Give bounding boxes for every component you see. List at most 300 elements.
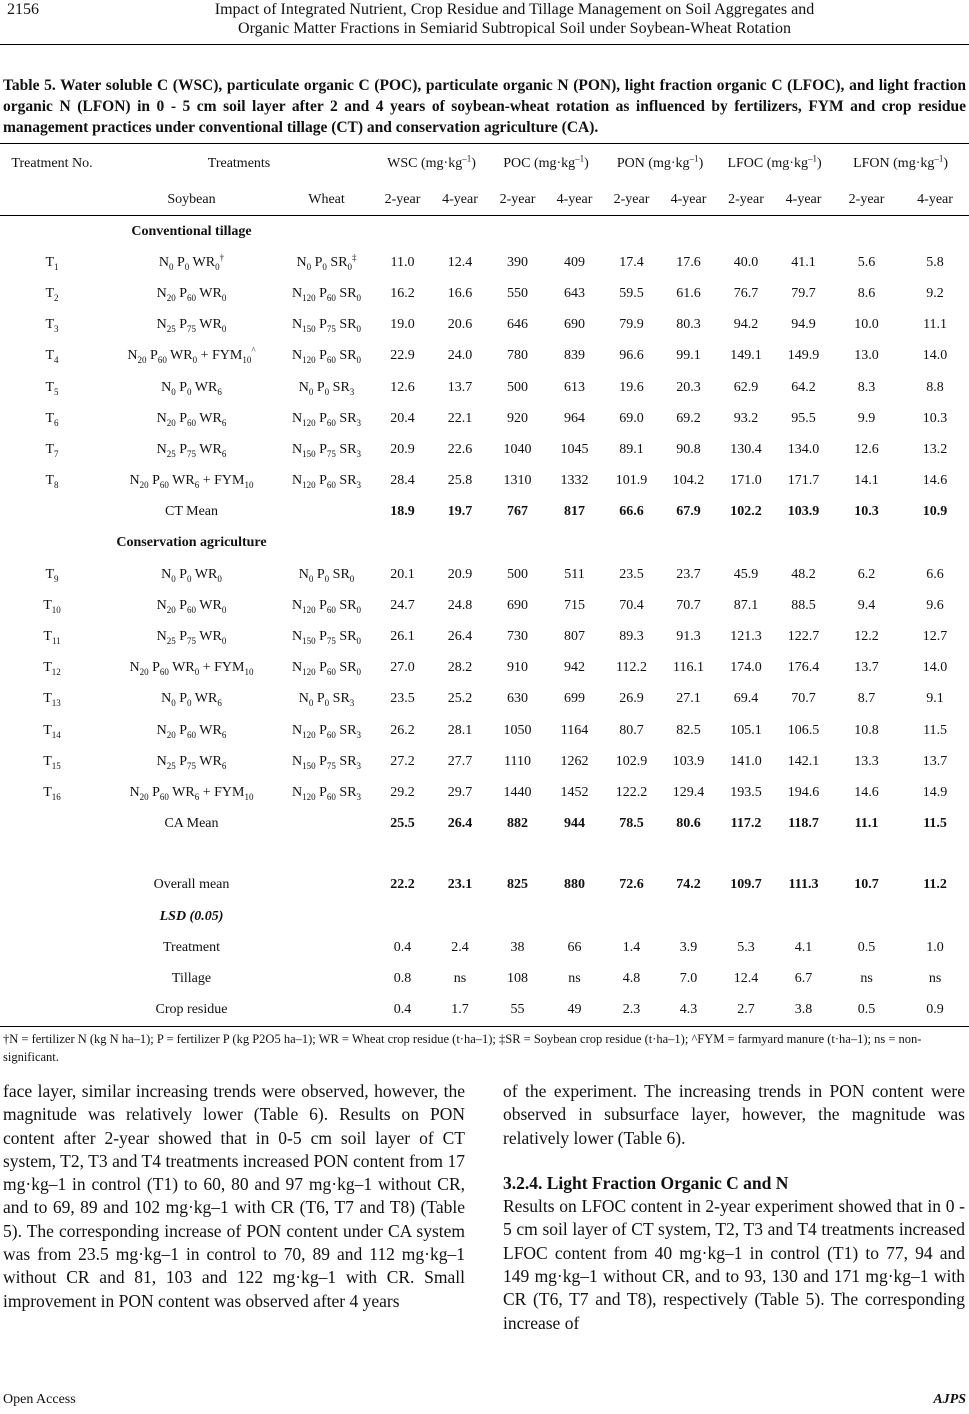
blank-cell: [489, 901, 546, 932]
wheat-treatment: $N_{120}$ $P_{60}$ $SR_3$: [291, 473, 362, 490]
value-cell: 10.8: [854, 722, 879, 738]
treatment-no: $T_{16}$: [43, 784, 61, 802]
value-cell: 118.7: [788, 816, 819, 832]
col-header-year: 2-year: [832, 184, 901, 216]
value-cell: 1.0: [926, 939, 944, 955]
value-cell: 142.1: [787, 753, 820, 769]
value-cell: 94.2: [733, 317, 759, 333]
value-cell: 89.3: [619, 629, 644, 645]
value-cell: 11.2: [923, 877, 947, 893]
value-cell: 28.2: [447, 660, 473, 676]
value-cell: 20.1: [390, 566, 415, 582]
blank-cell: [279, 528, 374, 559]
table-row: [0, 403, 969, 434]
value-cell: 70.7: [676, 597, 701, 613]
running-title-line-2: Organic Matter Fractions in Semiarid Subtropical Soil under Soybean-Wheat Rotation: [238, 20, 791, 37]
section-row-ct: [0, 216, 969, 248]
value-cell: 5.6: [857, 254, 876, 270]
treatment-no: $T_4$: [45, 348, 59, 366]
blank-cell: [0, 963, 104, 994]
blank-cell: [431, 901, 489, 932]
wheat-treatment: $N_{120}$ $P_{60}$ $SR_0$: [291, 348, 362, 366]
wheat-treatment: $N_{120}$ $P_{60}$ $SR_0$: [291, 285, 362, 303]
value-cell: 767: [507, 504, 529, 520]
value-cell: 944: [564, 816, 586, 832]
value-cell: 13.7: [922, 753, 948, 769]
value-cell: 6.7: [794, 970, 813, 986]
value-cell: 1332: [560, 473, 589, 489]
value-cell: 4.1: [794, 939, 813, 955]
value-cell: 0.5: [857, 939, 876, 955]
wheat-treatment: $N_{150}$ $P_{75}$ $SR_3$: [291, 753, 362, 771]
value-cell: ns: [860, 970, 873, 986]
value-cell: 839: [564, 348, 586, 364]
col-header-year: 4-year: [901, 184, 969, 216]
value-cell: 95.5: [791, 410, 816, 426]
value-cell: 13.3: [854, 753, 879, 769]
blank-cell: [279, 932, 374, 963]
blank-cell: [603, 901, 660, 932]
table-row: [0, 684, 969, 715]
value-cell: 780: [507, 348, 529, 364]
value-cell: 20.3: [676, 379, 701, 395]
value-cell: 22.6: [447, 441, 473, 457]
value-cell: 149.1: [730, 348, 762, 364]
soybean-treatment: $N_0$ $P_0$ $WR_0^\dagger$: [158, 252, 225, 272]
value-cell: 14.6: [854, 784, 879, 800]
blank-cell: [0, 216, 104, 248]
table-row: [0, 653, 969, 684]
value-cell: 80.3: [676, 317, 701, 333]
value-cell: 87.1: [733, 597, 759, 613]
value-cell: 61.6: [676, 285, 701, 301]
blank-cell: [603, 216, 660, 248]
col-header-year: 2-year: [374, 184, 431, 216]
value-cell: 409: [564, 254, 586, 270]
value-cell: 17.6: [676, 254, 701, 270]
value-cell: 26.4: [447, 816, 473, 832]
value-cell: 29.7: [447, 784, 473, 800]
wheat-treatment: $N_{120}$ $P_{60}$ $SR_3$: [291, 410, 362, 428]
value-cell: 22.1: [447, 410, 473, 426]
value-cell: 2.3: [603, 995, 660, 1027]
value-cell: 121.3: [730, 629, 762, 645]
value-cell: 79.9: [619, 317, 644, 333]
value-cell: 24.8: [447, 597, 473, 613]
table-footnote: †N = fertilizer N (kg N ha–1); P = fertilizer P (kg P2O5 ha–1); WR = Wheat crop residue (t·ha–1); ‡SR = Soybean crop residue (t·ha–1); ^FYM = farmyard manure (t·ha–1); ns = non-significant.: [3, 1032, 922, 1064]
header-rule: [0, 44, 969, 45]
value-cell: 817: [564, 504, 586, 520]
value-cell: 6.6: [926, 566, 944, 582]
value-cell: 9.9: [857, 410, 876, 426]
value-cell: 5.3: [737, 939, 755, 955]
value-cell: 41.1: [791, 254, 816, 270]
value-cell: 69.4: [733, 691, 759, 707]
page-number: 2156: [7, 1, 39, 18]
treatment-no: $T_{10}$: [43, 597, 61, 615]
col-header-year: 2-year: [603, 184, 660, 216]
value-cell: 26.9: [619, 691, 644, 707]
value-cell: 70.4: [619, 597, 644, 613]
treatment-no: $T_8$: [45, 473, 59, 490]
value-cell: 9.1: [926, 691, 944, 707]
value-cell: 14.6: [922, 473, 948, 489]
value-cell: 1045: [560, 441, 589, 457]
treatment-no: $T_{11}$: [43, 629, 61, 646]
col-header-wsc: WSC $(mg\cdot kg^{-1})$: [374, 144, 489, 185]
wheat-treatment: $N_{150}$ $P_{75}$ $SR_3$: [291, 441, 362, 459]
col-header-treatment-no: Treatment No.: [0, 144, 104, 185]
value-cell: 1.7: [431, 995, 489, 1027]
section-label: Conventional tillage: [131, 223, 252, 239]
blank-cell: [0, 901, 104, 932]
value-cell: 19.7: [447, 504, 473, 520]
value-cell: 27.7: [447, 753, 473, 769]
value-cell: 69.0: [619, 410, 644, 426]
soybean-treatment: $N_{25}$ $P_{75}$ $WR_0$: [156, 629, 227, 646]
value-cell: 1164: [560, 722, 589, 738]
col-header-year: 4-year: [660, 184, 717, 216]
table-row: [0, 559, 969, 590]
value-cell: 7.0: [679, 970, 698, 986]
blank-cell: [775, 528, 832, 559]
ct-mean-row: [0, 497, 969, 528]
value-cell: 13.7: [854, 660, 879, 676]
wheat-treatment: $N_0$ $P_0$ $SR_0^\ddagger$: [296, 252, 357, 272]
value-cell: 26.4: [447, 629, 473, 645]
value-cell: 27.1: [676, 691, 701, 707]
value-cell: 26.2: [390, 722, 415, 738]
value-cell: 511: [564, 566, 585, 582]
blank-cell: [546, 528, 603, 559]
blank-cell: [717, 216, 775, 248]
value-cell: 25.2: [447, 691, 473, 707]
blank-cell: [0, 840, 969, 870]
col-header-year: 2-year: [717, 184, 775, 216]
value-cell: 174.0: [730, 660, 762, 676]
value-cell: 14.0: [922, 348, 948, 364]
value-cell: 0.4: [393, 939, 412, 955]
value-cell: 920: [507, 410, 529, 426]
blank-cell: [775, 216, 832, 248]
soybean-treatment: $N_{20}$ $P_{60}$ $WR_6$: [156, 410, 227, 428]
value-cell: 59.5: [619, 285, 644, 301]
blank-cell: [660, 901, 717, 932]
value-cell: 116.1: [673, 660, 705, 676]
value-cell: 643: [564, 285, 586, 301]
value-cell: 11.1: [923, 317, 948, 333]
value-cell: 194.6: [787, 784, 820, 800]
value-cell: 24.0: [447, 348, 473, 364]
col-header-pon: PON $(mg\cdot kg^{-1})$: [603, 144, 717, 185]
soybean-treatment: $N_{20}$ $P_{60}$ $WR_0 + FYM_{10}^{\^{}}$: [127, 345, 256, 366]
blank-cell: [279, 216, 374, 248]
table-caption: Table 5. Water soluble C (WSC), particulate organic C (POC), particulate organic N (PON), light fraction organic C (LFOC), and light fraction organic N (LFON) in 0 - 5 cm soil layer after 2 and 4 years of soybean-wheat rotation as influenced by fertilizers, FYM and crop residue management practices under conventional tillage (CT) and conservation agriculture (CA).: [3, 77, 966, 136]
wheat-treatment: $N_{120}$ $P_{60}$ $SR_3$: [291, 784, 362, 802]
value-cell: 630: [507, 691, 529, 707]
value-cell: 82.5: [676, 722, 701, 738]
value-cell: 699: [564, 691, 586, 707]
value-cell: 0.5: [832, 995, 901, 1027]
value-cell: 70.7: [791, 691, 816, 707]
value-cell: 11.1: [854, 816, 879, 832]
value-cell: 910: [507, 660, 529, 676]
value-cell: 12.6: [854, 441, 879, 457]
value-cell: 27.2: [390, 753, 415, 769]
value-cell: 20.4: [390, 410, 415, 426]
value-cell: 105.1: [730, 722, 762, 738]
row-label: Overall mean: [153, 877, 230, 893]
value-cell: 112.2: [616, 660, 648, 676]
table-row: [0, 247, 969, 278]
value-cell: 69.2: [676, 410, 701, 426]
value-cell: 8.8: [926, 379, 944, 395]
body-column-left: [3, 1080, 465, 1313]
table-row: [0, 715, 969, 746]
value-cell: 9.6: [926, 597, 944, 613]
value-cell: 45.9: [733, 566, 759, 582]
value-cell: 10.7: [854, 877, 879, 893]
value-cell: 13.7: [447, 379, 473, 395]
section-subheading: 3.2.4. Light Fraction Organic C and N: [503, 1172, 789, 1193]
soybean-treatment: $N_{20}$ $P_{60}$ $WR_6 + FYM_{10}$: [129, 473, 254, 490]
blank-cell: [717, 901, 775, 932]
value-cell: 171.7: [787, 473, 820, 489]
table-row: [0, 746, 969, 777]
value-cell: ns: [568, 970, 581, 986]
col-header-year: 4-year: [775, 184, 832, 216]
value-cell: 11.0: [390, 254, 415, 270]
value-cell: 90.8: [676, 441, 701, 457]
blank-cell: [279, 901, 374, 932]
table-row: [0, 341, 969, 372]
blank-cell: [0, 528, 104, 559]
value-cell: 690: [564, 317, 586, 333]
lsd-value-row: [0, 963, 969, 994]
blank-cell: [775, 901, 832, 932]
running-title: [100, 0, 929, 38]
value-cell: 12.2: [854, 629, 879, 645]
value-cell: 89.1: [619, 441, 644, 457]
value-cell: 26.1: [390, 629, 415, 645]
value-cell: 8.3: [857, 379, 876, 395]
value-cell: 79.7: [791, 285, 816, 301]
value-cell: 390: [507, 254, 529, 270]
soybean-treatment: $N_{25}$ $P_{75}$ $WR_6$: [156, 441, 227, 459]
blank-cell: [901, 901, 969, 932]
value-cell: 1110: [504, 753, 532, 769]
spacer-row: [0, 840, 969, 870]
blank-cell: [431, 216, 489, 248]
value-cell: 964: [564, 410, 586, 426]
wheat-treatment: $N_{150}$ $P_{75}$ $SR_0$: [291, 629, 362, 646]
value-cell: 10.0: [854, 317, 879, 333]
body-paragraph: of the experiment. The increasing trends in PON content were observed in subsurface layer, however, the magnitude was relatively lower (Table 6).: [503, 1081, 965, 1148]
soybean-treatment: $N_{20}$ $P_{60}$ $WR_0$: [156, 597, 227, 615]
lsd-value-row: [0, 995, 969, 1027]
value-cell: 106.5: [787, 722, 820, 738]
data-table: [0, 143, 969, 1027]
value-cell: 0.4: [374, 995, 431, 1027]
value-cell: 17.4: [619, 254, 644, 270]
table-row: [0, 466, 969, 497]
value-cell: 49: [546, 995, 603, 1027]
value-cell: 108: [507, 970, 529, 986]
value-cell: 6.2: [857, 566, 876, 582]
treatment-no: $T_7$: [45, 441, 59, 459]
value-cell: 19.6: [619, 379, 644, 395]
value-cell: 23.5: [390, 691, 415, 707]
value-cell: 193.5: [730, 784, 762, 800]
value-cell: 25.5: [390, 816, 415, 832]
treatment-no: $T_3$: [45, 317, 59, 334]
treatment-no: $T_{13}$: [43, 691, 61, 709]
value-cell: 66.6: [619, 504, 644, 520]
value-cell: 28.4: [390, 473, 415, 489]
table-row: [0, 278, 969, 309]
blank-cell: [0, 932, 104, 963]
col-header-soybean: Soybean: [104, 184, 279, 216]
value-cell: 23.1: [447, 877, 473, 893]
value-cell: 27.0: [390, 660, 415, 676]
value-cell: 99.1: [676, 348, 701, 364]
wheat-treatment: $N_0$ $P_0$ $SR_3$: [298, 691, 355, 709]
header-row-1: [0, 144, 969, 185]
overall-mean-row: [0, 870, 969, 901]
value-cell: 20.9: [390, 441, 415, 457]
blank-cell: [901, 216, 969, 248]
value-cell: 38: [510, 939, 525, 955]
blank-cell: [901, 528, 969, 559]
row-label: Treatment: [162, 939, 221, 955]
value-cell: 94.9: [791, 317, 816, 333]
treatment-no: $T_{15}$: [43, 753, 61, 771]
value-cell: 16.2: [390, 285, 415, 301]
blank-cell: [546, 216, 603, 248]
value-cell: 93.2: [733, 410, 759, 426]
value-cell: 20.9: [447, 566, 473, 582]
wheat-treatment: $N_0$ $P_0$ $SR_3$: [298, 379, 355, 397]
value-cell: 104.2: [672, 473, 705, 489]
value-cell: 500: [507, 566, 529, 582]
blank-cell: [832, 528, 901, 559]
value-cell: 12.6: [390, 379, 415, 395]
col-header-poc: POC $(mg\cdot kg^{-1})$: [489, 144, 603, 185]
value-cell: 101.9: [615, 473, 648, 489]
value-cell: 122.2: [615, 784, 648, 800]
treatment-no: $T_6$: [45, 410, 59, 428]
value-cell: 550: [507, 285, 529, 301]
soybean-treatment: $N_0$ $P_0$ $WR_6$: [161, 379, 222, 397]
value-cell: 16.6: [447, 285, 473, 301]
value-cell: 882: [507, 816, 529, 832]
col-header-wheat: Wheat: [279, 184, 374, 216]
value-cell: 141.0: [730, 753, 762, 769]
value-cell: 646: [507, 317, 529, 333]
value-cell: ns: [928, 970, 942, 986]
treatment-no: $T_{14}$: [43, 722, 61, 740]
blank-cell: [489, 216, 546, 248]
blank-cell: [279, 870, 374, 901]
value-cell: 880: [564, 877, 586, 893]
value-cell: 122.7: [787, 629, 820, 645]
value-cell: 25.8: [447, 473, 473, 489]
wheat-treatment: $N_{120}$ $P_{60}$ $SR_0$: [291, 660, 362, 678]
value-cell: 12.4: [447, 254, 473, 270]
value-cell: 10.9: [922, 504, 948, 520]
value-cell: 13.2: [922, 441, 948, 457]
value-cell: 690: [507, 597, 529, 613]
blank-cell: [489, 528, 546, 559]
value-cell: 1050: [503, 722, 532, 738]
value-cell: 76.7: [733, 285, 759, 301]
value-cell: 0.9: [901, 995, 969, 1027]
col-header-year: 2-year: [489, 184, 546, 216]
value-cell: 4.3: [660, 995, 717, 1027]
value-cell: 102.9: [615, 753, 648, 769]
value-cell: 807: [564, 629, 586, 645]
value-cell: 11.5: [923, 816, 947, 832]
value-cell: 109.7: [730, 877, 762, 893]
body-column-right: [503, 1080, 965, 1335]
soybean-treatment: $N_{20}$ $P_{60}$ $WR_6 + FYM_{10}$: [129, 784, 254, 802]
value-cell: 1310: [503, 473, 532, 489]
value-cell: 2.4: [451, 939, 469, 955]
table-row: [0, 434, 969, 465]
value-cell: 1040: [503, 441, 532, 457]
value-cell: 715: [564, 597, 586, 613]
value-cell: 14.0: [922, 660, 948, 676]
blank-cell: [832, 216, 901, 248]
header-row-2: [0, 184, 969, 216]
value-cell: 78.5: [619, 816, 644, 832]
value-cell: 62.9: [733, 379, 759, 395]
value-cell: 103.9: [787, 504, 820, 520]
body-paragraph: face layer, similar increasing trends were observed, however, the magnitude was relatively lower (Table 6). Results on PON content after 2-year showed that in 0-5 cm soil layer of CT system, T2, T3 and T4 treatments increased PON content from 17 mg·kg–1 in control (T1) to 60, 80 and 97 mg·kg–1 without CR, and to 69, 89 and 102 mg·kg–1 with CR (T6, T7 and T8) (Table 5). The corresponding increase of PON content under CA system was from 23.5 mg·kg–1 in control to 70, 89 and 112 mg·kg–1 without CR and 81, 103 and 122 mg·kg–1 with CR. Small improvement in PON content was observed after 4 years: [3, 1081, 465, 1311]
value-cell: 22.9: [390, 348, 415, 364]
value-cell: 13.0: [854, 348, 879, 364]
value-cell: 12.4: [733, 970, 759, 986]
value-cell: 20.6: [447, 317, 473, 333]
treatment-no: $T_5$: [45, 379, 59, 397]
value-cell: 130.4: [730, 441, 762, 457]
running-header: [0, 0, 969, 44]
value-cell: 149.9: [787, 348, 820, 364]
blank-cell: [832, 901, 901, 932]
value-cell: 28.1: [447, 722, 473, 738]
value-cell: 9.2: [926, 285, 944, 301]
footer-open-access: Open Access: [3, 1392, 76, 1407]
value-cell: 129.4: [672, 784, 705, 800]
value-cell: 96.6: [619, 348, 644, 364]
col-header-lfon: LFON $(mg\cdot kg^{-1})$: [832, 144, 969, 185]
table-row: [0, 621, 969, 652]
value-cell: 942: [564, 660, 586, 676]
treatment-no: $T_{12}$: [43, 660, 61, 678]
value-cell: 730: [507, 629, 529, 645]
blank-cell: [0, 497, 104, 528]
treatment-no: $T_9$: [45, 566, 59, 584]
section-row-ca: [0, 528, 969, 559]
blank-cell: [374, 216, 431, 248]
value-cell: 176.4: [787, 660, 820, 676]
wheat-treatment: $N_{120}$ $P_{60}$ $SR_0$: [291, 597, 362, 615]
value-cell: 22.2: [390, 877, 415, 893]
value-cell: 19.0: [390, 317, 415, 333]
table-row: [0, 372, 969, 403]
value-cell: 14.9: [922, 784, 948, 800]
col-header-year: 4-year: [546, 184, 603, 216]
